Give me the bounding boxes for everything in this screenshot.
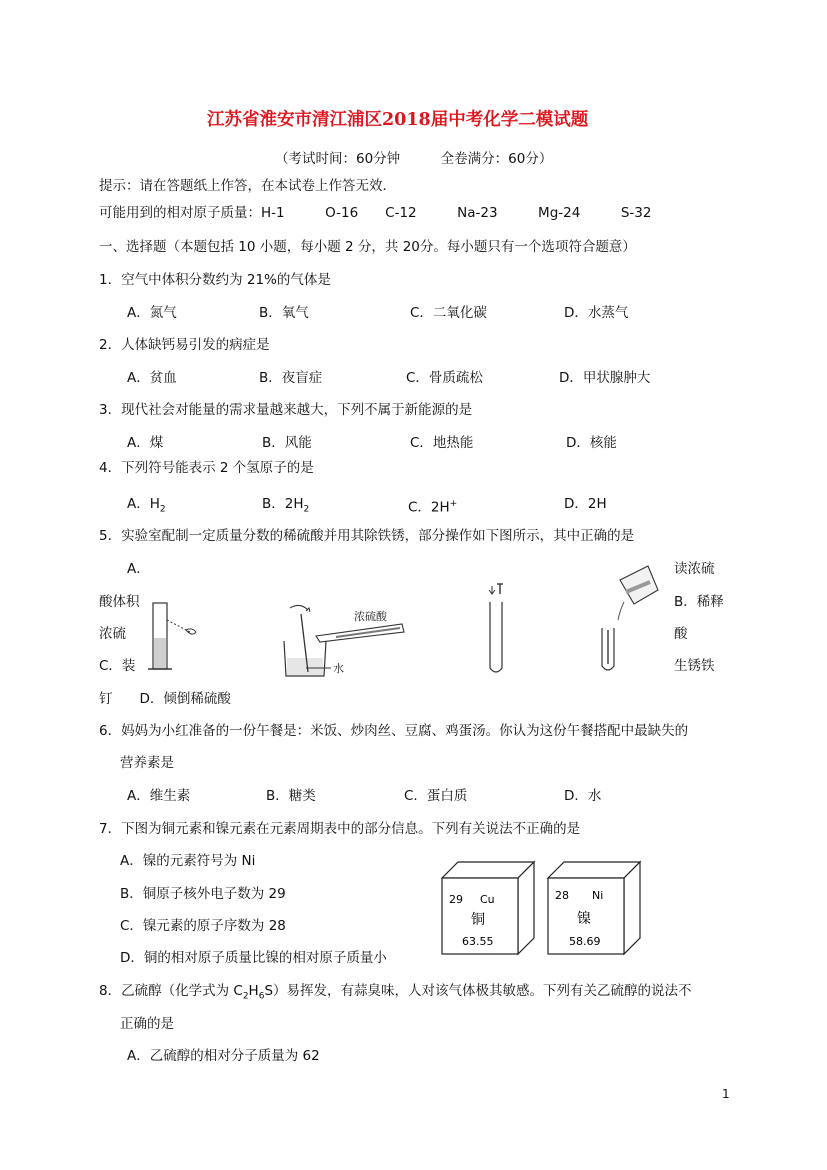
ni-atomic-number: 28 xyxy=(555,889,569,902)
question-5-stem: 5．实验室配制一定质量分数的稀硫酸并用其除铁锈，部分操作如下图所示，其中正确的是 xyxy=(99,528,635,544)
dilution-figure xyxy=(276,596,416,682)
q3-option-c: C．地热能 xyxy=(410,435,474,451)
question-6-stem-line-2: 营养素是 xyxy=(120,755,174,771)
question-8-stem-line-2: 正确的是 xyxy=(120,1016,174,1032)
q5-left-line-3: 浓硫 xyxy=(99,626,126,642)
question-4-stem: 4．下列符号能表示 2 个氢原子的是 xyxy=(99,460,314,476)
q1-option-b: B．氧气 xyxy=(259,305,309,321)
question-8-stem: 8．乙硫醇（化学式为 $C_2H_6S$）易挥发，有蒜臭味，人对该气体极其敏感。下列有关乙硫醇的说法不 xyxy=(99,983,692,1002)
q5-left-line-2: 酸体积 xyxy=(99,594,140,610)
q2-option-c: C．骨质疏松 xyxy=(406,370,483,386)
nickel-element-box xyxy=(548,862,640,954)
q6-option-b: B．糖类 xyxy=(266,788,316,804)
q7-option-a: A．镍的元素符号为 Ni xyxy=(120,853,256,869)
q3-option-a: A．煤 xyxy=(127,435,164,451)
q4-option-a: A．$H_2$ xyxy=(127,496,166,515)
page-number: 1 xyxy=(722,1087,730,1101)
test-tube-nail-figure xyxy=(478,580,518,680)
q7-option-d: D．铜的相对原子质量比镍的相对原子质量小 xyxy=(120,950,387,966)
q6-option-c: C．蛋白质 xyxy=(404,788,468,804)
q1-option-c: C．二氧化碳 xyxy=(410,305,487,321)
q6-option-d: D．水 xyxy=(564,788,602,804)
exam-info: （考试时间：60分钟 全卷满分：60分） xyxy=(275,151,553,167)
cu-mass: 63.55 xyxy=(462,935,494,948)
graduated-cylinder-figure xyxy=(140,600,200,680)
q2-option-d: D．甲状腺肿大 xyxy=(559,370,651,386)
q5-right-line-4: 生锈铁 xyxy=(674,658,715,674)
q5-left-line-4: C．装 xyxy=(99,658,136,674)
q8-option-a: A．乙硫醇的相对分子质量为 62 xyxy=(127,1048,320,1064)
q3-option-b: B．风能 xyxy=(262,435,312,451)
acid-bottle-label: 浓硫酸 xyxy=(354,610,387,623)
q2-option-a: A．贫血 xyxy=(127,370,177,386)
ni-name: 镍 xyxy=(577,911,591,927)
q5-right-line-1: 读浓硫 xyxy=(674,561,715,577)
ni-symbol: Ni xyxy=(592,889,604,902)
q1-option-a: A．氮气 xyxy=(127,305,177,321)
cu-atomic-number: 29 xyxy=(449,893,463,906)
ni-mass: 58.69 xyxy=(569,935,601,948)
atomic-mass-line: 可能用到的相对原子质量：H-1 O-16 C-12 Na-23 Mg-24 S-32 xyxy=(99,205,652,221)
q5-left-line-1: A． xyxy=(127,561,150,577)
q3-option-d: D．核能 xyxy=(566,435,617,451)
q7-option-b: B．铜原子核外电子数为 29 xyxy=(120,886,286,902)
question-6-stem: 6．妈妈为小红准备的一份午餐是：米饭、炒肉丝、豆腐、鸡蛋汤。你认为这份午餐搭配中最缺失的 xyxy=(99,723,689,739)
cu-name: 铜 xyxy=(471,912,485,928)
q1-option-d: D．水蒸气 xyxy=(564,305,629,321)
q4-option-b: B．$2H_2$ xyxy=(262,496,310,515)
section-heading: 一、选择题（本题包括 10 小题，每小题 2 分，共 20分。每小题只有一个选项符合题意） xyxy=(99,239,636,255)
question-2-stem: 2．人体缺钙易引发的病症是 xyxy=(99,337,270,353)
question-3-stem: 3．现代社会对能量的需求量越来越大，下列不属于新能源的是 xyxy=(99,402,473,418)
page-title: 江苏省淮安市清江浦区2018届中考化学二模试题 xyxy=(207,110,589,130)
question-7-stem: 7．下图为铜元素和镍元素在元素周期表中的部分信息。下列有关说法不正确的是 xyxy=(99,821,581,837)
element-boxes-figure xyxy=(440,860,650,956)
pouring-acid-figure xyxy=(590,560,660,680)
q5-right-line-2: B．稀释 xyxy=(674,594,724,610)
q4-option-c: C．2H+ xyxy=(408,499,458,516)
q7-option-c: C．镍元素的原子序数为 28 xyxy=(120,918,286,934)
q2-option-b: B．夜盲症 xyxy=(259,370,323,386)
q5-left-line-5: 钉 D．倾倒稀硫酸 xyxy=(99,691,231,707)
cu-symbol: Cu xyxy=(480,893,495,906)
q5-right-line-3: 酸 xyxy=(674,626,688,642)
water-label: 水 xyxy=(333,662,344,675)
copper-element-box xyxy=(442,862,534,954)
question-1-stem: 1．空气中体积分数约为 21%的气体是 xyxy=(99,272,331,288)
q6-option-a: A．维生素 xyxy=(127,788,191,804)
hint-text: 提示：请在答题纸上作答，在本试卷上作答无效． xyxy=(99,178,396,194)
q4-option-d: D．2H xyxy=(564,496,607,512)
